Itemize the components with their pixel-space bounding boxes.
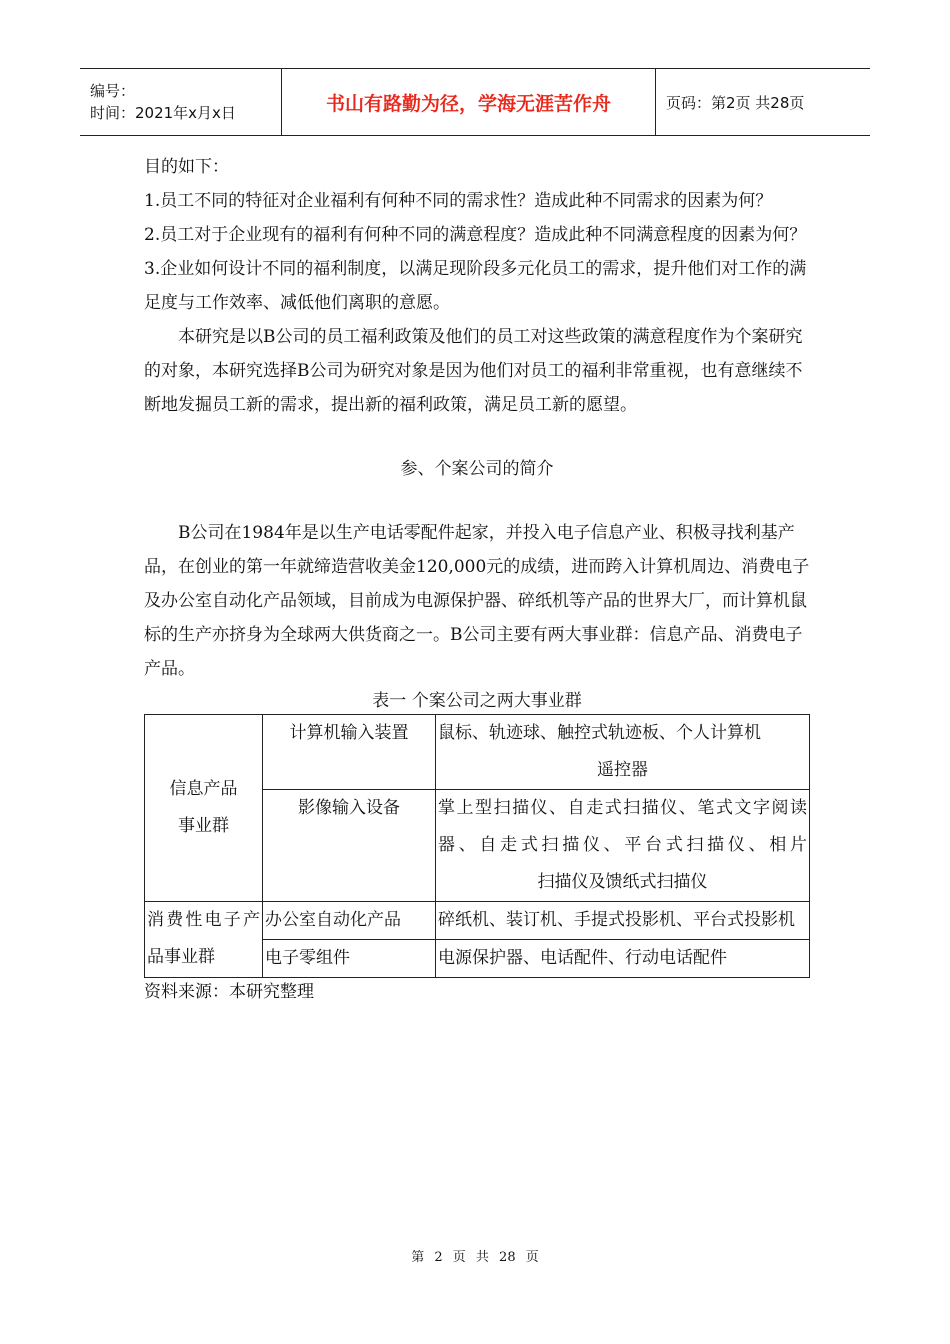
time-label: 时间：2021年x月x日 [90, 104, 236, 122]
items-cell: 碎纸机、装订机、手提式投影机、平台式投影机 [436, 902, 810, 940]
items-cell [436, 790, 810, 902]
items-cell: 电源保护器、电话配件、行动电话配件 [436, 940, 810, 978]
objective-item-1: 1.员工不同的特征对企业福利有何种不同的需求性？造成此种不同需求的因素为何？ [144, 191, 773, 211]
objective-item-2: 2.员工对于企业现有的福利有何种不同的满意程度？造成此种不同满意程度的因素为何？ [144, 225, 807, 245]
code-label: 编号： [90, 82, 136, 100]
items-cell [436, 715, 810, 790]
document-header [80, 68, 870, 136]
group-cell-consumer: 消费性电子产品事业群 [145, 902, 263, 978]
category-cell: 办公室自动化产品 [263, 902, 436, 940]
group-label: 事业群 [178, 816, 229, 836]
page-footer: 第 2 页 共 28 页 [411, 1250, 539, 1265]
table-caption: 表一 个案公司之两大事业群 [372, 691, 582, 711]
header-meta [80, 69, 282, 135]
intro-line: 目的如下： [144, 157, 229, 177]
company-paragraph: B公司在1984年是以生产电话零配件起家，并投入电子信息产业、积极寻找利基产品，在创业的第一年就缔造营收美金120,000元的成绩，进而跨入计算机周边、消费电子及办公室自动化产品领域，目前成为电源保护器、碎纸机等产品的世界大厂，而计算机鼠标的生产亦挤身为全球两大供货商之一。B公司主要有两大事业群：信息产品、消费电子产品。 [144, 523, 810, 679]
category-cell: 计算机输入装置 [263, 715, 436, 790]
items-text: 鼠标、轨迹球、触控式轨迹板、个人计算机 [438, 723, 761, 743]
header-motto: 书山有路勤为径，学海无涯苦作舟 [282, 69, 656, 135]
header-page-info: 页码：第2页 共28页 [666, 93, 805, 112]
research-paragraph: 本研究是以B公司的员工福利政策及他们的员工对这些政策的满意程度作为个案研究的对象，本研究选择B公司为研究对象是因为他们对员工的福利非常重视，也有意继续不断地发掘员工新的需求，提出新的福利政策，满足员工新的愿望。 [144, 327, 803, 415]
document-body [144, 150, 810, 1006]
category-cell: 影像输入设备 [263, 790, 436, 902]
table-row [145, 715, 810, 790]
items-text-tail: 遥控器 [597, 760, 648, 780]
section-title: 参、个案公司的简介 [400, 459, 554, 479]
group-cell-info [145, 715, 263, 902]
items-text: 掌上型扫描仪、自走式扫描仪、笔式文字阅读器、自走式扫描仪、平台式扫描仪、相片 [438, 798, 807, 855]
group-label: 信息产品 [169, 779, 238, 799]
table-row [145, 902, 810, 940]
table-source: 资料来源：本研究整理 [144, 982, 314, 1002]
category-cell: 电子零组件 [263, 940, 436, 978]
items-text-tail: 扫描仪及馈纸式扫描仪 [537, 872, 708, 892]
objective-item-3: 3.企业如何设计不同的福利制度，以满足现阶段多元化员工的需求，提升他们对工作的满足度与工作效率、减低他们离职的意愿。 [144, 259, 807, 313]
business-groups-table [144, 714, 810, 978]
